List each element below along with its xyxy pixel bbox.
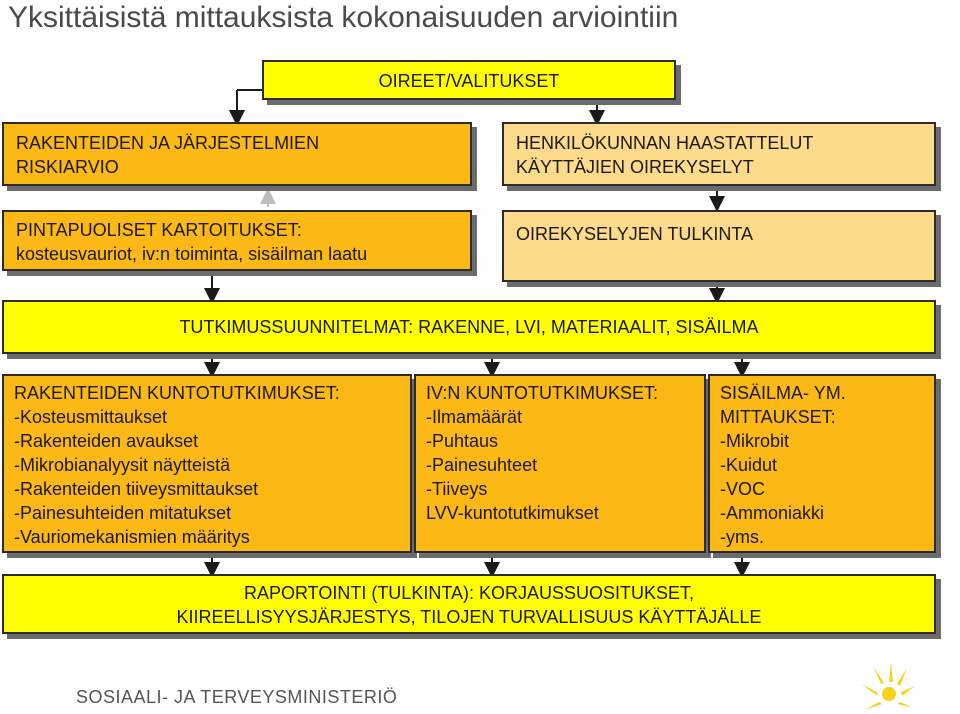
box-riskiarvio: [2, 122, 472, 186]
box-sisailma-line: -VOC: [720, 479, 765, 499]
box-rakenteet-line: -Vauriomekanismien määritys: [14, 527, 250, 547]
page-title: Yksittäisistä mittauksista kokonaisuuden arviointiin: [8, 1, 679, 34]
box-tulkinta-label: OIREKYSELYJEN TULKINTA: [516, 224, 754, 244]
box-riskiarvio-line-1: RAKENTEIDEN JA JÄRJESTELMIEN: [16, 133, 320, 153]
box-rakenteet-line: -Rakenteiden tiiveysmittaukset: [14, 479, 259, 499]
box-pintapuoliset-line-2: kosteusvauriot, iv:n toiminta, sisäilman laatu: [16, 244, 368, 264]
box-sisailma-line: -Kuidut: [720, 455, 778, 475]
box-haastattelut: [502, 122, 936, 186]
box-iv-line: IV:N KUNTOTUTKIMUKSET:: [426, 383, 659, 403]
box-raportointi-line-2: KIIREELLISYYSJÄRJESTYS, TILOJEN TURVALLISUUS KÄYTTÄJÄLLE: [176, 607, 762, 627]
box-rakenteet-line: -Mikrobianalyysit näytteistä: [14, 455, 231, 475]
ministry-footer: SOSIAALI- JA TERVEYSMINISTERIÖ: [76, 687, 398, 707]
box-iv-line: -Tiiveys: [426, 479, 488, 499]
box-sisailma-line: -yms.: [720, 527, 764, 547]
box-rakenteet-list: [14, 381, 340, 549]
box-sisailma-line: MITTAUKSET:: [720, 407, 836, 427]
box-rakenteet-line: -Painesuhteiden mitatukset: [14, 503, 232, 523]
box-suunnitelmat-label: TUTKIMUSSUUNNITELMAT: RAKENNE, LVI, MATERIAALIT, SISÄILMA: [179, 317, 759, 337]
box-raportointi-line-1: RAPORTOINTI (TULKINTA): KORJAUSSUOSITUKSET,: [243, 583, 695, 603]
box-suunnitelmat: [2, 300, 936, 354]
box-pintapuoliset: [2, 210, 472, 271]
box-iv: [414, 374, 706, 553]
box-haastattelut-line-1: HENKILÖKUNNAN HAASTATTELUT: [516, 133, 814, 153]
box-raportointi: [2, 574, 936, 634]
box-iv-line: -Ilmamäärät: [426, 407, 523, 427]
box-iv-line: -Painesuhteet: [426, 455, 538, 475]
box-rakenteet-line: -Kosteusmittaukset: [14, 407, 168, 427]
box-haastattelut-line-2: KÄYTTÄJIEN OIREKYSELYT: [516, 157, 754, 177]
box-sisailma: [708, 374, 936, 553]
box-riskiarvio-line-2: RISKIARVIO: [16, 157, 119, 177]
box-oireet: [262, 60, 676, 100]
sun-logo-icon: [845, 654, 915, 714]
box-sisailma-line: -Mikrobit: [720, 431, 790, 451]
box-pintapuoliset-line-1: PINTAPUOLISET KARTOITUKSET:: [16, 220, 302, 240]
box-sisailma-list: [720, 381, 846, 549]
box-sisailma-line: -Ammoniakki: [720, 503, 825, 523]
box-tulkinta: [502, 210, 936, 282]
box-iv-list: [426, 381, 658, 525]
box-rakenteet: [2, 374, 412, 553]
box-iv-line: -Puhtaus: [426, 431, 499, 451]
box-rakenteet-line: RAKENTEIDEN KUNTOTUTKIMUKSET:: [14, 383, 340, 403]
box-sisailma-line: SISÄILMA- YM.: [720, 383, 846, 403]
box-oireet-label: OIREET/VALITUKSET: [378, 71, 560, 91]
box-rakenteet-line: -Rakenteiden avaukset: [14, 431, 199, 451]
box-iv-line: LVV-kuntotutkimukset: [426, 503, 599, 523]
